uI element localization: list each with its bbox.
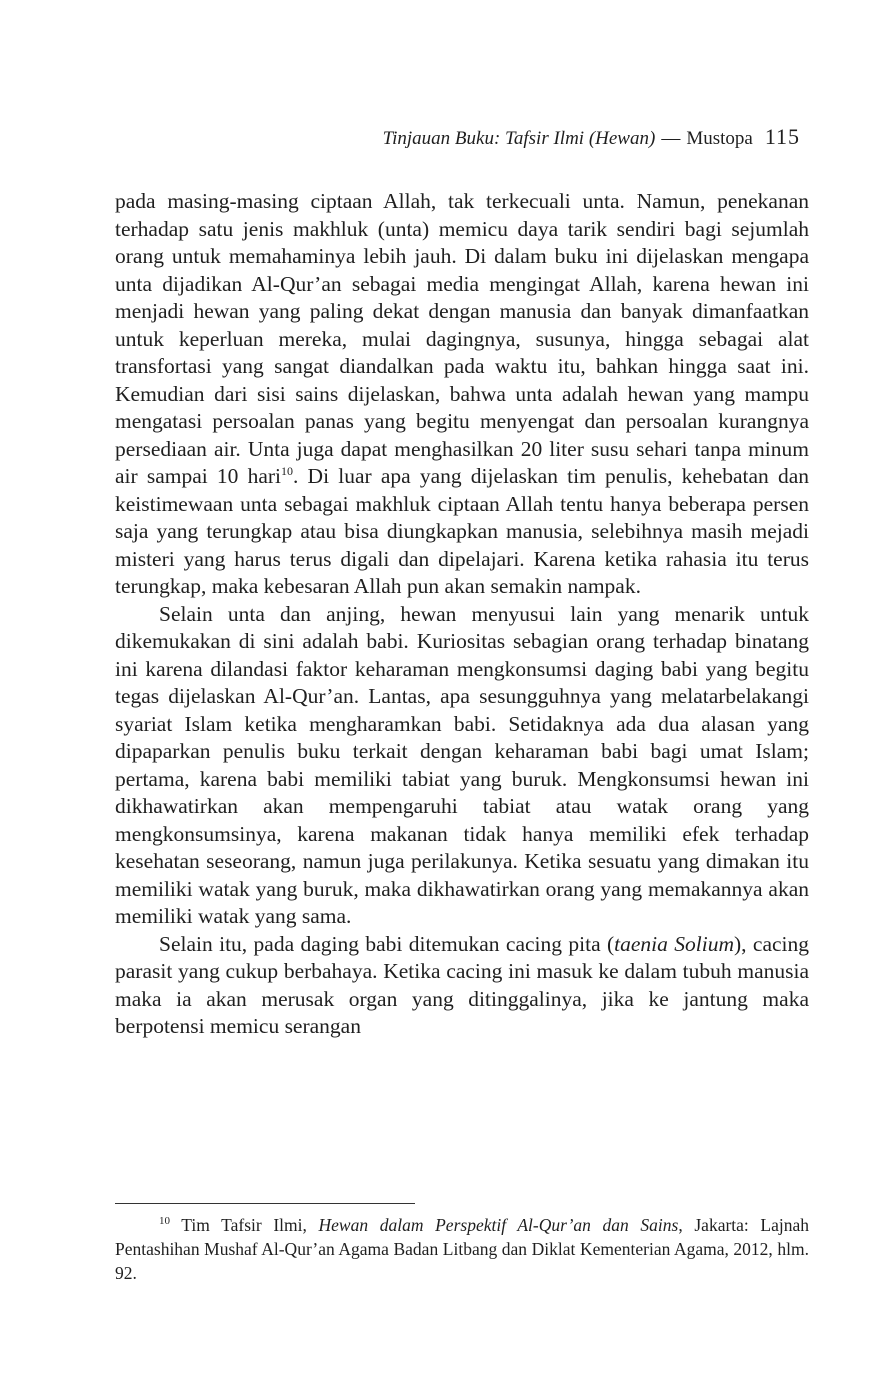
footnote-text: Tim Tafsir Ilmi, bbox=[170, 1215, 319, 1235]
paragraph-3-text: Selain itu, pada daging babi ditemukan cacing pita ( bbox=[159, 931, 615, 956]
paragraph-1-text: pada masing-masing ciptaan Allah, tak terkecuali unta. Namun, penekanan terhadap satu jenis makhluk (unta) memicu daya tarik sendiri bagi sejumlah orang untuk memahaminya lebih jauh. Di dalam buku ini dijelaskan mengapa unta dijadikan Al-Qur’an sebagai media mengingat Allah, karena hewan ini menjadi hewan yang paling dekat dengan manusia dan banyak dimanfaatkan untuk keperluan mereka, mulai dagingnya, susunya, hingga sebagai alat transfortasi yang sangat diandalkan pada waktu itu, bahkan hingga saat ini. Kemudian dari sisi sains dijelaskan, bahwa unta adalah hewan yang mampu mengatasi persoalan panas yang begitu menyengat dan persoalan kurangnya persediaan air. Unta juga dapat menghasilkan 20 liter susu sehari tanpa minum air sampai 10 hari bbox=[115, 189, 809, 488]
footnote-number: 10 bbox=[159, 1215, 170, 1227]
footnote-book-title: Hewan dalam Perspektif Al-Qur’an dan Sains bbox=[318, 1215, 679, 1235]
paragraph-3-italic-term: taenia Solium bbox=[614, 931, 734, 956]
paragraph-1-text-cont: . Di luar apa yang dijelaskan tim penulis, kehebatan dan keistimewaan unta sebagai makhluk ciptaan Allah tentu hanya beberapa persen saja yang terungkap atau bisa diungkapkan manusia, selebihnya masih mejadi misteri yang harus terus digali dan dipelajari. Karena ketika rahasia itu terus terungkap, maka kebesaran Allah pun akan semakin nampak. bbox=[115, 464, 809, 598]
header-separator: — bbox=[661, 128, 681, 149]
footnote-reference: 10 bbox=[281, 464, 294, 478]
paragraph-3 bbox=[115, 931, 809, 1041]
paragraph-1 bbox=[115, 188, 809, 601]
paragraph-2: Selain unta dan anjing, hewan menyusui lain yang menarik untuk dikemukakan di sini adalah babi. Kuriositas sebagian orang terhadap binatang ini karena dilandasi faktor keharaman mengkonsumsi daging babi yang begitu tegas dijelaskan Al-Qur’an. Lantas, apa sesungguhnya yang melatarbelakangi syariat Islam ketika mengharamkan babi. Setidaknya ada dua alasan yang dipaparkan penulis buku terkait dengan keharaman babi bagi umat Islam; pertama, karena babi memiliki tabiat yang buruk. Mengkonsumsi hewan ini dikhawatirkan akan mempengaruhi tabiat atau watak orang yang mengkonsumsinya, karena makanan tidak hanya memiliki efek terhadap kesehatan seseorang, namun juga perilakunya. Ketika sesuatu yang dimakan itu memiliki watak yang buruk, maka dikhawatirkan orang yang memakannya akan memiliki watak yang sama. bbox=[115, 601, 809, 928]
running-title: Tinjauan Buku: Tafsir Ilmi (Hewan) bbox=[382, 128, 656, 149]
running-author: Mustopa bbox=[686, 128, 753, 149]
footnote bbox=[115, 1213, 809, 1285]
running-header bbox=[330, 124, 800, 150]
paragraph-3-text-cont: ), cacing parasit yang cukup berbahaya. Ketika cacing ini masuk ke dalam tubuh manusia maka ia akan merusak organ yang ditinggalinya, jika ke jantung maka berpotensi memicu serangan bbox=[115, 931, 810, 1038]
footnote-text-cont: , Jakarta: Lajnah Pentashihan Mushaf Al-Qur’an Agama Badan Litbang dan Diklat Kementerian Agama, 2012, hlm. 92. bbox=[115, 1215, 809, 1283]
body-text bbox=[115, 188, 809, 1041]
footnote-divider bbox=[115, 1203, 415, 1204]
page-number: 115 bbox=[764, 124, 800, 149]
